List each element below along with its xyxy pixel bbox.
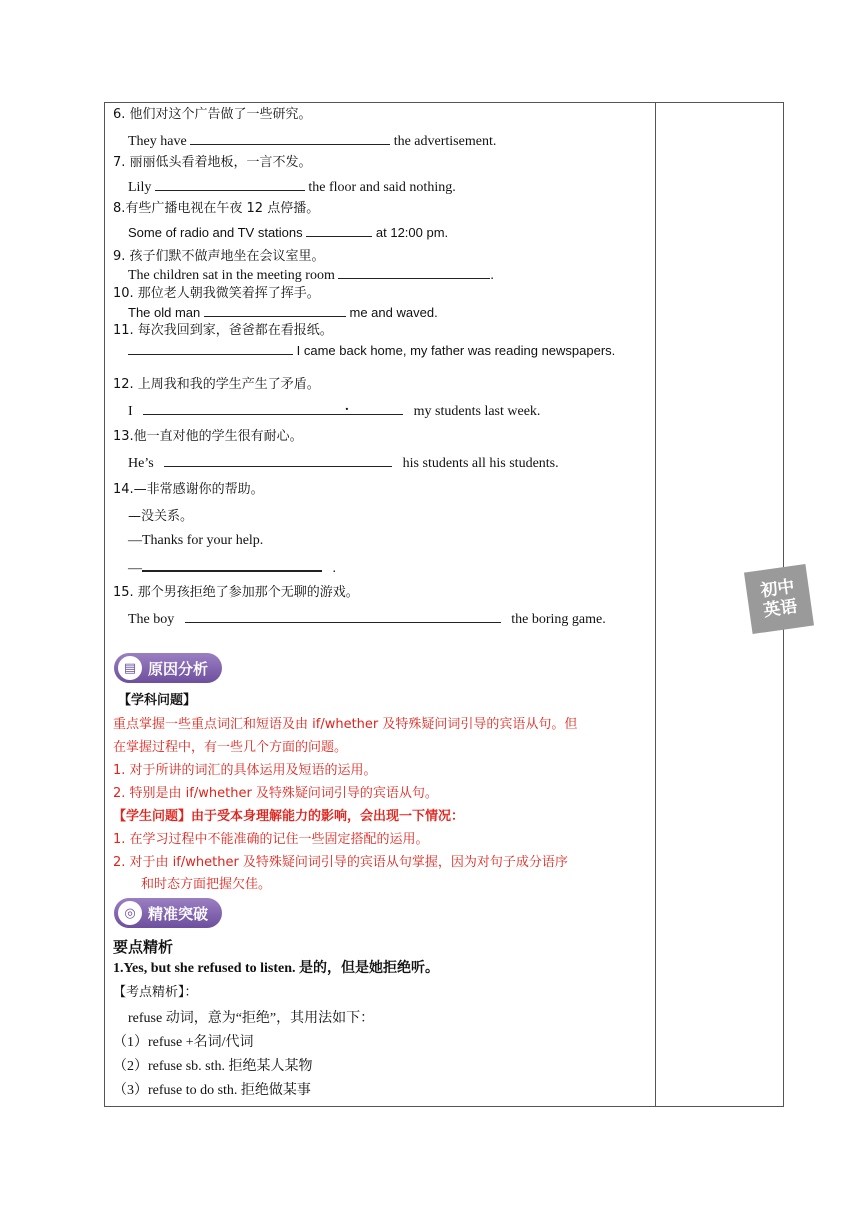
item-8-cn: 8.有些广播电视在午夜 12 点停播。 <box>113 201 320 216</box>
answer-blank[interactable] <box>142 558 322 572</box>
subject-problem-title: 【学科问题】 <box>118 693 197 708</box>
item-14-cn: 14.—非常感谢你的帮助。 <box>113 482 264 497</box>
item-10-en: The old man me and waved. <box>128 305 438 320</box>
column-divider <box>655 102 656 1107</box>
refuse-usage-2: （2）refuse sb. sth. 拒绝某人某物 <box>113 1059 313 1074</box>
answer-blank[interactable] <box>190 132 390 145</box>
item-10-cn: 10. 那位老人朝我微笑着挥了挥手。 <box>113 286 320 301</box>
subject-point-2: 2. 特别是由 if/whether 及特殊疑问词引导的宾语从句。 <box>113 786 438 801</box>
student-point-2b: 和时态方面把握欠佳。 <box>141 877 272 892</box>
item-15-en: The boy the boring game. <box>128 612 606 627</box>
answer-blank[interactable] <box>185 610 501 623</box>
item-7-en: Lily the floor and said nothing. <box>128 180 456 195</box>
refuse-usage-3: （3）refuse to do sth. 拒绝做某事 <box>113 1083 311 1098</box>
document-icon: ▤ <box>118 656 142 680</box>
student-point-2a: 2. 对于由 if/whether 及特殊疑问词引导的宾语从句掌握，因为对句子成分语序 <box>113 855 568 870</box>
answer-blank[interactable] <box>204 304 346 317</box>
item-6-en: They have the advertisement. <box>128 134 497 149</box>
item-12-en: I . my students last week. <box>128 399 541 419</box>
key-sentence: 1.Yes, but she refused to listen. 是的，但是她拒绝听。 <box>113 961 440 976</box>
item-7-cn: 7. 丽丽低头看着地板，一言不发。 <box>113 155 312 170</box>
answer-blank[interactable] <box>128 342 293 355</box>
item-13-cn: 13.他一直对他的学生很有耐心。 <box>113 429 303 444</box>
junior-english-logo: 初中 英语 <box>744 564 814 634</box>
key-points-heading: 要点精析 <box>113 938 174 956</box>
item-11-en: I came back home, my father was reading newspapers. <box>128 342 615 360</box>
breakthrough-badge: ◎ 精准突破 <box>114 898 222 928</box>
refuse-definition: refuse 动词，意为“拒绝”，其用法如下： <box>128 1011 375 1026</box>
item-14-en: —Thanks for your help. <box>128 533 264 548</box>
subject-problem-text-1: 重点掌握一些重点词汇和短语及由 if/whether 及特殊疑问词引导的宾语从句。但 <box>113 717 578 732</box>
test-point-title: 【考点精析】： <box>113 985 198 1000</box>
item-13-en: He’s his students all his students. <box>128 456 559 471</box>
answer-blank[interactable]: . <box>143 402 403 415</box>
refuse-usage-1: （1）refuse +名词/代词 <box>113 1035 254 1050</box>
item-11-cn: 11. 每次我回到家，爸爸都在看报纸。 <box>113 323 333 338</box>
item-14-cn-reply: —没关系。 <box>128 509 194 524</box>
item-14-en-answer: — . <box>128 558 336 578</box>
subject-problem-text-2: 在掌握过程中，有一些几个方面的问题。 <box>113 740 348 755</box>
item-15-cn: 15. 那个男孩拒绝了参加那个无聊的游戏。 <box>113 585 359 600</box>
answer-blank[interactable] <box>164 454 392 467</box>
item-9-cn: 9. 孩子们默不做声地坐在会议室里。 <box>113 249 325 264</box>
answer-blank[interactable] <box>306 224 372 237</box>
student-problem-title: 【学生问题】由于受本身理解能力的影响，会出现一下情况： <box>113 809 465 824</box>
item-12-cn: 12. 上周我和我的学生产生了矛盾。 <box>113 377 320 392</box>
student-point-1: 1. 在学习过程中不能准确的记住一些固定搭配的运用。 <box>113 832 429 847</box>
analysis-badge: ▤ 原因分析 <box>114 653 222 683</box>
item-6-cn: 6. 他们对这个广告做了一些研究。 <box>113 107 312 122</box>
subject-point-1: 1. 对于所讲的词汇的具体运用及短语的运用。 <box>113 763 377 778</box>
item-9-en: The children sat in the meeting room . <box>128 268 494 283</box>
answer-blank[interactable] <box>155 178 305 191</box>
target-icon: ◎ <box>118 901 142 925</box>
item-8-en: Some of radio and TV stations at 12:00 pm. <box>128 225 449 240</box>
answer-blank[interactable] <box>338 266 490 279</box>
